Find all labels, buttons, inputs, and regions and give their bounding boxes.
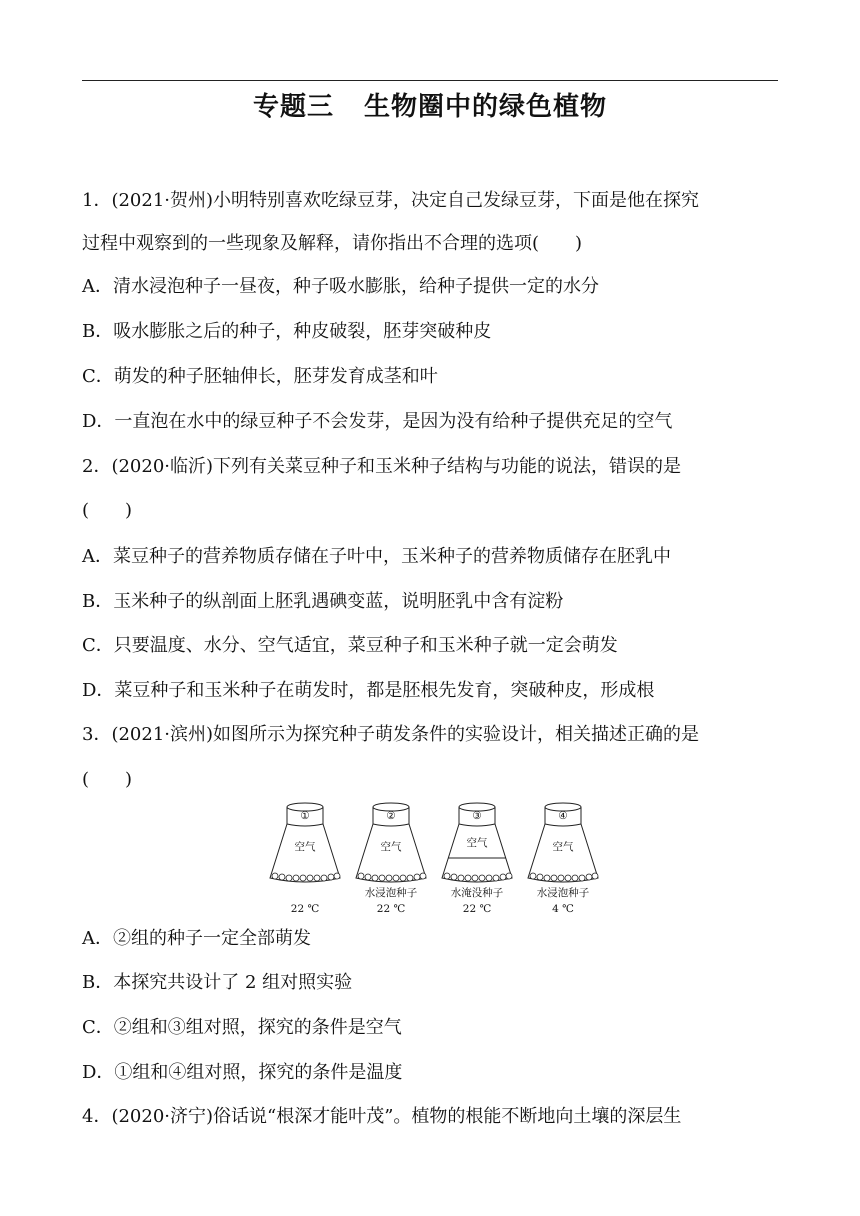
flask-2-label: 水浸泡种子 (364, 887, 418, 899)
q4-stem-line-1: 4．(2020·济宁)俗话说“根深才能叶茂”。植物的根能不断地向土壤的深层生 (82, 1106, 682, 1127)
q1-option-b: B．吸水膨胀之后的种子，种皮破裂，胚芽突破种皮 (82, 321, 492, 342)
flask-2-seeds (358, 873, 426, 881)
q3-option-b: B．本探究共设计了 2 组对照实验 (82, 972, 353, 993)
q1-stem-line-2: 过程中观察到的一些现象及解释，请你指出不合理的选项( ) (82, 233, 583, 254)
flask-3-label: 水淹没种子 (450, 887, 504, 899)
q3-stem-line-2: ( ) (82, 769, 133, 790)
q2-stem-line-2: ( ) (82, 500, 133, 521)
q2-option-c: C．只要温度、水分、空气适宜，菜豆种子和玉米种子就一定会萌发 (82, 635, 618, 656)
page-title (0, 86, 860, 123)
title-part-2: 生物圈中的绿色植物 (364, 92, 608, 122)
flask-1-air: 空气 (294, 841, 316, 853)
q3-option-a: A．②组的种子一定全部萌发 (82, 928, 311, 949)
q1-option-a: A．清水浸泡种子一昼夜，种子吸水膨胀，给种子提供一定的水分 (82, 276, 599, 297)
flask-4-number: ④ (558, 810, 568, 822)
flask-4 (528, 803, 598, 915)
flask-diagram (265, 800, 600, 920)
q2-option-b: B．玉米种子的纵剖面上胚乳遇碘变蓝，说明胚乳中含有淀粉 (82, 591, 564, 612)
flask-1-number: ① (300, 810, 310, 822)
flask-4-seeds (530, 873, 598, 881)
q3-stem-line-1: 3．(2021·滨州)如图所示为探究种子萌发条件的实验设计，相关描述正确的是 (82, 724, 700, 745)
flask-3-temp: 22 ℃ (462, 903, 492, 915)
seed-germination-figure (265, 800, 600, 920)
flask-1-temp: 22 ℃ (290, 903, 320, 915)
flask-2-temp: 22 ℃ (376, 903, 406, 915)
flask-4-air: 空气 (552, 841, 574, 853)
q2-option-a: A．菜豆种子的营养物质存储在子叶中，玉米种子的营养物质储存在胚乳中 (82, 546, 671, 567)
q2-option-d: D．菜豆种子和玉米种子在萌发时，都是胚根先发育，突破种皮，形成根 (82, 680, 655, 701)
flask-3 (442, 803, 512, 915)
top-rule (82, 80, 778, 81)
q1-option-c: C．萌发的种子胚轴伸长，胚芽发育成茎和叶 (82, 366, 438, 387)
flask-3-number: ③ (472, 810, 482, 822)
flask-4-temp: 4 ℃ (552, 903, 574, 915)
q1-stem-line-1: 1．(2021·贺州)小明特别喜欢吃绿豆芽，决定自己发绿豆芽，下面是他在探究 (82, 190, 700, 211)
flask-4-label: 水浸泡种子 (536, 887, 590, 899)
flask-2-number: ② (386, 810, 396, 822)
q2-stem-line-1: 2．(2020·临沂)下列有关菜豆种子和玉米种子结构与功能的说法，错误的是 (82, 456, 682, 477)
flask-2 (356, 803, 426, 915)
flask-1-seeds (272, 873, 340, 881)
flask-3-seeds (444, 873, 512, 881)
flask-1 (270, 803, 340, 915)
flask-3-air: 空气 (466, 837, 488, 849)
q3-option-d: D．①组和④组对照，探究的条件是温度 (82, 1062, 403, 1083)
flask-2-air: 空气 (380, 841, 402, 853)
title-part-1: 专题三 (252, 92, 334, 122)
q3-option-c: C．②组和③组对照，探究的条件是空气 (82, 1017, 402, 1038)
q1-option-d: D．一直泡在水中的绿豆种子不会发芽，是因为没有给种子提供充足的空气 (82, 411, 673, 432)
